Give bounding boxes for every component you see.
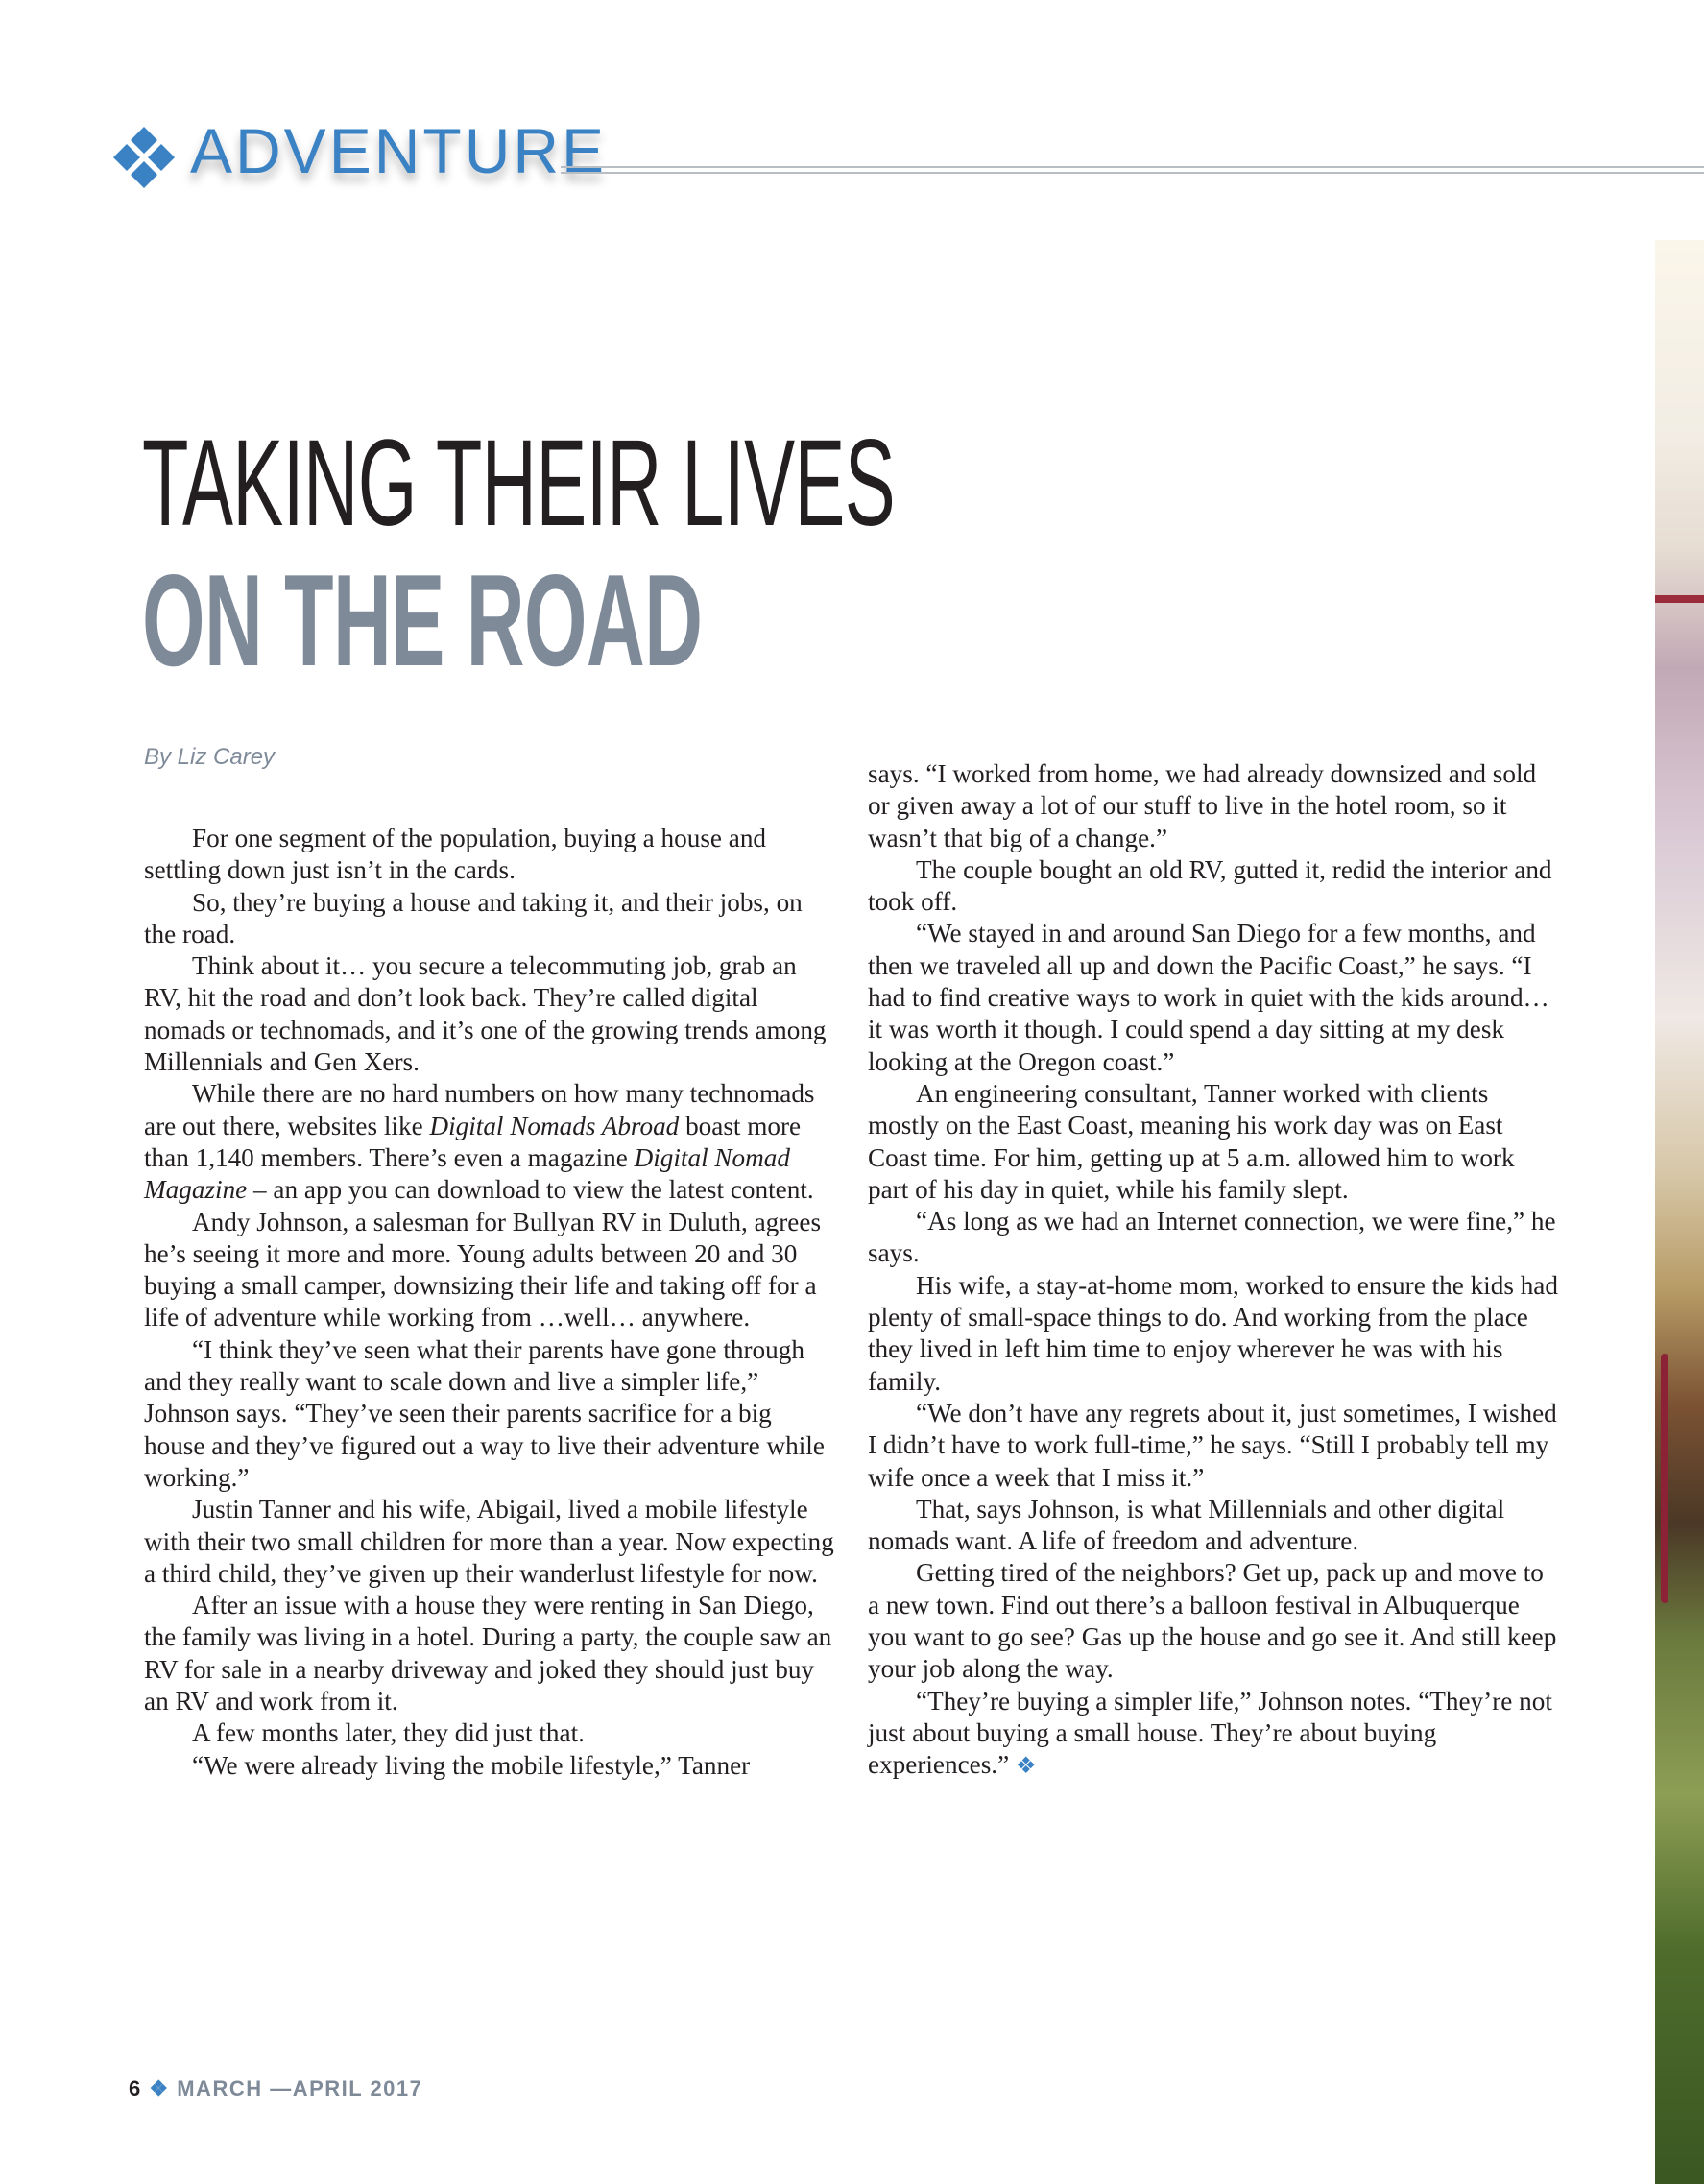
paragraph: Justin Tanner and his wife, Abigail, lived a mobile lifestyle with their two small children for more than a year. Now expecting a third child, they’ve given up their wanderlust lifestyle for now. (144, 1495, 834, 1588)
paragraph: Getting tired of the neighbors? Get up, pack up and move to a new town. Find out there’s a balloon festival in Albuquerque you want to go see? Gas up the house and go see it. And still keep your job along the way. (868, 1558, 1557, 1684)
text-run: “They’re buying a simpler life,” Johnson notes. “They’re not just about buying a small house. They’re about buying experiences.” (868, 1686, 1552, 1780)
paragraph: For one segment of the population, buying a house and settling down just isn’t in the cards. (144, 824, 767, 885)
header-rule (561, 166, 1704, 174)
issue-date: MARCH —APRIL 2017 (177, 2076, 423, 2100)
end-mark-icon: ❖ (1015, 1754, 1037, 1780)
headline-line-2: ON THE ROAD (142, 547, 703, 693)
paragraph: The couple bought an old RV, gutted it, redid the interior and took off. (868, 854, 1552, 917)
paragraph: “As long as we had an Internet connection, we were fine,” he says. (868, 1207, 1556, 1268)
side-photo-rv (1655, 240, 1704, 2184)
diamond-cluster-icon (109, 123, 179, 192)
photo-stripe (1655, 595, 1704, 603)
headline (142, 415, 1356, 693)
text-run: While there are no hard numbers on how many technomads are out there, websites like (144, 1079, 815, 1140)
photo-bike-frame (1661, 1354, 1668, 1603)
publication-title: Digital Nomad Magazine (144, 1142, 790, 1205)
publication-title: Digital Nomads Abroad (429, 1111, 680, 1140)
paragraph: Think about it… you secure a telecommuting job, grab an RV, hit the road and don’t look back. They’re called digital nomads or technomads, and it’s one of the growing trends among Millennials and Gen Xers. (144, 951, 827, 1077)
paragraph: Andy Johnson, a salesman for Bullyan RV in Duluth, agrees he’s seeing it more and more. Young adults between 20 and 30 buying a small camper, downsizing their life and taking off for a life of adventure while working from …well… anywhere. (144, 1207, 822, 1332)
paragraph: His wife, a stay-at-home mom, worked to ensure the kids had plenty of small-space things to do. And working from the place they lived in left him time to enjoy wherever he was with his family. (868, 1270, 1558, 1396)
paragraph: A few months later, they did just that. (192, 1718, 585, 1748)
paragraph: “We don’t have any regrets about it, just sometimes, I wished I didn’t have to work full-time,” he says. “Still I probably tell my wife once a week that I miss it.” (868, 1398, 1557, 1492)
paragraph: So, they’re buying a house and taking it, and their jobs, on the road. (144, 887, 803, 948)
page-footer (129, 2076, 422, 2101)
footer-separator-icon: ❖ (149, 2076, 170, 2100)
text-run: – an app you can download to view the latest content. (247, 1175, 814, 1205)
page-number: 6 (129, 2076, 142, 2100)
paragraph: That, says Johnson, is what Millennials and other digital nomads want. A life of freedom and adventure. (868, 1494, 1505, 1556)
paragraph-continued: says. “I worked from home, we had already downsized and sold or given away a lot of our stuff to live in the hotel room, so it wasn’t that big of a change.” (868, 759, 1537, 852)
paragraph: “I think they’ve seen what their parents have gone through and they really want to scale down and live a simpler life,” Johnson says. “They’ve seen their parents sacrifice for a big house and they’ve figured out a way to live their adventure while working.” (144, 1334, 825, 1492)
byline: By Liz Carey (144, 744, 276, 770)
article-column-right (868, 758, 1559, 1784)
headline-line-1: TAKING THEIR LIVES (142, 415, 896, 552)
section-header (109, 113, 1655, 200)
paragraph-final (868, 1686, 1559, 1784)
article-column-left (144, 823, 835, 1782)
paragraph: After an issue with a house they were renting in San Diego, the family was living in a hotel. During a party, the couple saw an RV for sale in a nearby driveway and joked they should just buy an RV and work from it. (144, 1591, 832, 1716)
paragraph-technomads (144, 1078, 835, 1206)
paragraph: “We were already living the mobile lifestyle,” Tanner (192, 1750, 751, 1780)
text-run: boast more than 1,140 members. There’s even a magazine (144, 1111, 802, 1172)
paragraph: An engineering consultant, Tanner worked with clients mostly on the East Coast, meaning his work day was on East Coast time. For him, getting up at 5 a.m. allowed him to work part of his day in quiet, while his family slept. (868, 1078, 1515, 1204)
section-title: ADVENTURE (190, 115, 608, 186)
paragraph: “We stayed in and around San Diego for a few months, and then we traveled all up and down the Pacific Coast,” he says. “I had to find creative ways to work in quiet with the kids around… it was worth it though. I could spend a day sitting at my desk looking at the Oregon coast.” (868, 919, 1549, 1076)
